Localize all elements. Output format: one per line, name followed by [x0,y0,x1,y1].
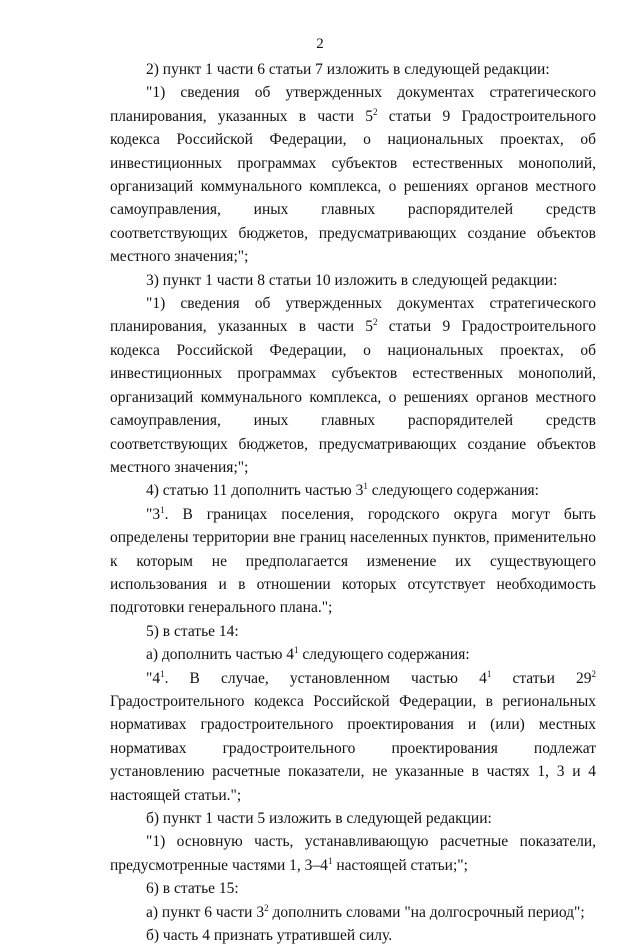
superscript: 1 [486,668,492,679]
text-run: 2) пункт 1 части 6 статьи 7 изложить в следующей редакции: [146,61,550,78]
text-run: Градостроительного кодекса Российской Федерации, в региональных нормативах градостроительного проектирования и (или) местных нормативах градостроительного проектирования подлежат установлению расчетные показатели, не указанные в частях 1, 3 и 4 настоящей статьи."; [110,692,596,804]
paragraph [110,643,596,666]
paragraph [110,58,596,81]
superscript: 1 [160,668,165,679]
paragraph [110,292,596,479]
superscript: 1 [327,855,333,866]
text-run: 3) пункт 1 части 8 статьи 10 изложить в следующей редакции: [146,271,558,289]
paragraph [110,503,596,620]
text-run: статьи 9 Градостроительного кодекса Российской Федерации, о национальных проектах, об инвестиционных программах субъектов естественных монополий, организаций коммунального комплекса, о решениях органов местного самоуправления, иных главных распорядителей средств соответствующих бюджетов, предусматривающих создание объектов местного значения;"; [110,318,596,476]
paragraph [110,807,596,830]
superscript: 2 [264,902,269,913]
page-number: 2 [316,36,324,52]
text-run: 4) статью 11 дополнить частью 3 [146,482,364,500]
document-body [110,58,596,947]
paragraph [110,667,596,807]
paragraph [110,924,596,947]
text-run: б) часть 4 признать утратившей силу. [146,927,393,945]
text-run: "1) основную часть, устанавливающую расчетные показатели, предусмотренные частями 1, 3–4 [110,833,596,874]
paragraph [110,901,596,924]
text-run: а) дополнить частью 4 [146,646,295,664]
superscript: 2 [373,317,378,328]
paragraph [110,830,596,877]
paragraph [110,620,596,643]
text-run: следующего содержания: [367,482,539,500]
paragraph [110,877,596,900]
text-run: "1) сведения об утвержденных документах стратегического планирования, указанных в части 5 [110,295,596,336]
text-run: статьи 29 [491,669,592,687]
superscript: 2 [591,668,596,679]
paragraph [110,479,596,502]
text-run: б) пункт 1 части 5 изложить в следующей редакции: [146,810,492,827]
superscript: 1 [294,645,299,656]
text-run: дополнить словами "на долгосрочный период"; [268,903,585,921]
text-run: а) пункт 6 части 3 [146,903,265,921]
text-run: 6) в статье 15: [146,880,239,898]
text-run: "1) сведения об утвержденных документах стратегического планирования, указанных в части 5 [110,84,596,125]
text-run: "3 [146,505,161,523]
text-run: . В границах поселения, городского округа могут быть определены территории вне границ населенных пунктов, применительно к которым не предполагается изменение их существующего использования и в отношении которых отсутствует необходимость подготовки генерального плана."; [110,505,596,617]
superscript: 1 [363,481,368,492]
superscript: 1 [160,504,165,515]
text-run: статьи 9 Градостроительного кодекса Российской Федерации, о национальных проектах, об инвестиционных программах субъектов естественных монополий, организаций коммунального комплекса, о решениях органов местного самоуправления, иных главных распорядителей средств соответствующих бюджетов, предусматривающих создание объектов местного значения;"; [110,107,596,266]
text-run: . В случае, установленном частью 4 [164,669,487,687]
text-run: 5) в статье 14: [146,622,239,640]
text-run: настоящей статьи;"; [332,856,468,874]
text-run: "4 [146,669,161,687]
text-run: следующего содержания: [298,646,470,664]
paragraph [110,81,596,268]
paragraph [110,269,596,292]
superscript: 2 [373,106,378,117]
